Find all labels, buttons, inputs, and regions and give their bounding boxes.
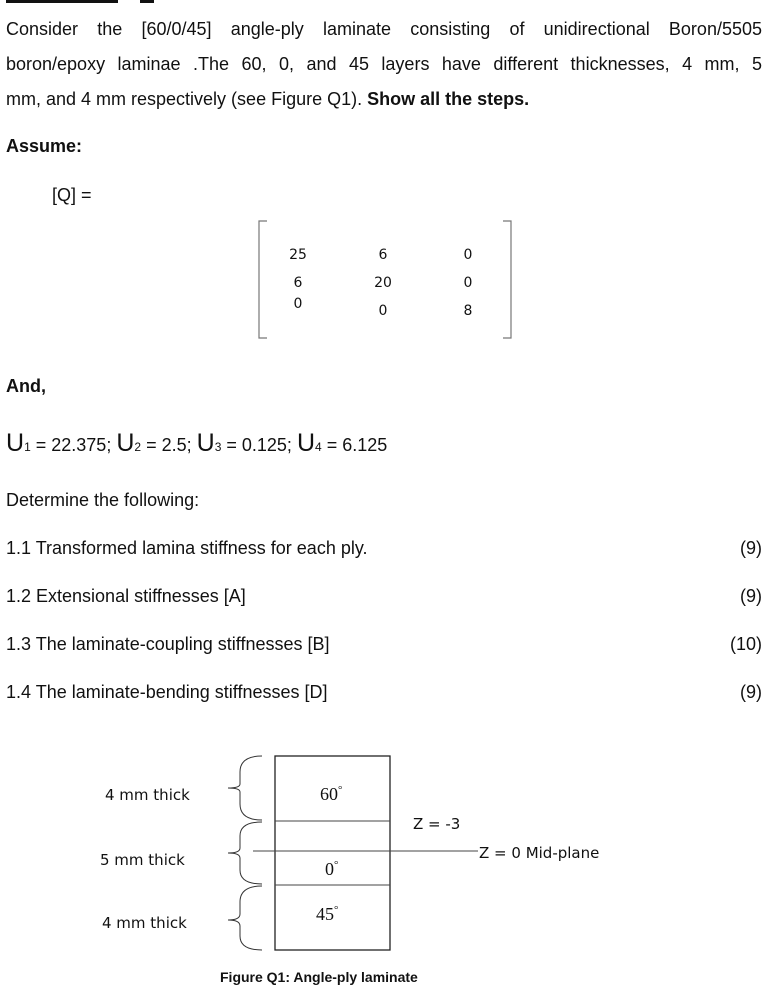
ply-2-angle-value: 0 bbox=[325, 859, 334, 879]
u2-value: = 2.5; bbox=[141, 435, 197, 455]
intro-line-3-text: mm, and 4 mm respectively (see Figure Q1). bbox=[6, 89, 368, 109]
question-1-2-marks: (9) bbox=[740, 586, 762, 606]
u-values-line bbox=[6, 426, 387, 465]
question-1-4: 1.4 The laminate-bending stiffnesses [D] bbox=[6, 682, 328, 702]
brace-ply-2 bbox=[228, 822, 262, 884]
ply-1-angle-value: 60 bbox=[320, 784, 338, 804]
u4-symbol: U bbox=[296, 429, 315, 457]
ply-3-degree: ° bbox=[334, 904, 339, 916]
q-cell-32: 0 bbox=[378, 303, 388, 319]
z-midplane-label: Z = 0 Mid-plane bbox=[479, 844, 600, 862]
ply-2-degree: ° bbox=[334, 859, 339, 871]
ply-1-thickness: 4 mm thick bbox=[105, 786, 190, 804]
brace-ply-1 bbox=[228, 756, 262, 820]
intro-line-1: Consider the [60/0/45] angle-ply laminate consisting of unidirectional Boron/5505 bbox=[6, 19, 762, 39]
q-cell-13: 0 bbox=[463, 247, 473, 263]
question-1-3-marks: (10) bbox=[729, 634, 762, 654]
u1-value: = 22.375; bbox=[30, 435, 117, 455]
question-1-4-marks: (9) bbox=[740, 682, 762, 702]
intro-line-3 bbox=[6, 82, 529, 117]
u4-subscript: 4 bbox=[315, 440, 322, 454]
ply-3-angle bbox=[316, 904, 338, 925]
ply-2-angle bbox=[325, 859, 338, 880]
u2-symbol: U bbox=[116, 429, 135, 457]
q-cell-12: 6 bbox=[378, 247, 388, 263]
question-1-1-marks: (9) bbox=[740, 538, 762, 558]
question-1-3: 1.3 The laminate-coupling stiffnesses [B] bbox=[6, 634, 330, 654]
u3-subscript: 3 bbox=[214, 440, 222, 454]
u3-symbol: U bbox=[196, 429, 215, 457]
q-cell-33: 8 bbox=[463, 303, 473, 319]
ply-3-angle-value: 45 bbox=[316, 904, 334, 924]
u1-symbol: U bbox=[6, 429, 25, 457]
z-interface-label: Z = -3 bbox=[413, 815, 461, 833]
ply-1-angle bbox=[320, 784, 342, 805]
q-cell-22: 20 bbox=[374, 275, 392, 291]
q-cell-11: 25 bbox=[289, 247, 307, 263]
question-1-2: 1.2 Extensional stiffnesses [A] bbox=[6, 586, 246, 606]
ply-2-thickness: 5 mm thick bbox=[100, 851, 185, 869]
u1-subscript: 1 bbox=[24, 440, 31, 454]
assume-heading: Assume: bbox=[6, 136, 83, 156]
q-cell-23: 0 bbox=[463, 275, 473, 291]
determine-heading: Determine the following: bbox=[6, 490, 200, 510]
figure-caption: Figure Q1: Angle-ply laminate bbox=[220, 969, 418, 985]
q-matrix-label: [Q] = bbox=[52, 185, 92, 205]
q-cell-31: 0 bbox=[293, 296, 303, 312]
u4-value: = 6.125 bbox=[321, 435, 388, 455]
ply-3-thickness: 4 mm thick bbox=[102, 914, 187, 932]
brace-ply-3 bbox=[228, 886, 262, 950]
show-steps-instruction: Show all the steps. bbox=[367, 89, 530, 109]
header-rule-fragment bbox=[140, 0, 154, 3]
question-1-1: 1.1 Transformed lamina stiffness for each ply. bbox=[6, 538, 368, 558]
header-rule bbox=[6, 0, 118, 3]
and-heading: And, bbox=[6, 376, 46, 396]
u3-value: = 0.125; bbox=[221, 435, 297, 455]
ply-1-degree: ° bbox=[338, 784, 343, 796]
u2-subscript: 2 bbox=[134, 440, 142, 454]
intro-line-2: boron/epoxy laminae .The 60, 0, and 45 layers have different thicknesses, 4 mm, 5 bbox=[6, 54, 762, 74]
q-cell-21: 6 bbox=[293, 275, 303, 291]
